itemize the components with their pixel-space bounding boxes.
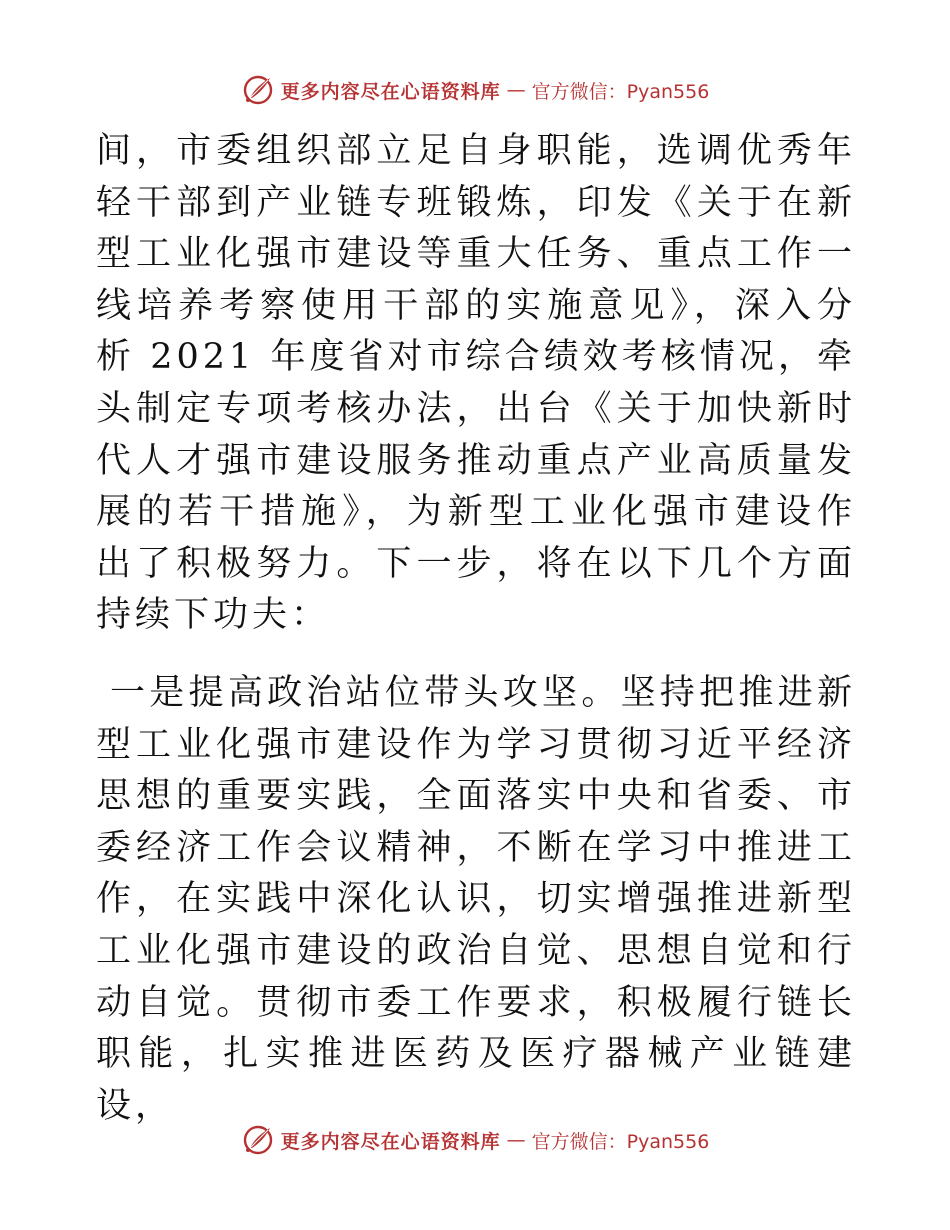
document-body [96,126,856,1132]
footer-brand-text: 更多内容尽在心语资料库 [280,1130,501,1153]
feather-logo-icon [241,1123,275,1157]
body-paragraph-1: 间，市委组织部立足自身职能，选调优秀年轻干部到产业链专班锻炼，印发《关于在新型工业化强市建设等重大任务、重点工作一线培养考察使用干部的实施意见》，深入分析 2021 年度省对市综合绩效考核情况，牵头制定专项考核办法，出台《关于加快新时代人才强市建设服务推动重点产业高质量发展的若干措施》，为新型工业化强市建设作出了积极努力。下一步，将在以下几个方面持续下功夫： [96,131,856,636]
header-separator: — [506,79,526,101]
header-contact-text: 官方微信：Pyan556 [531,80,710,103]
footer-watermark [0,1120,950,1160]
header-watermark [0,70,950,110]
footer-separator: — [506,1129,526,1151]
feather-logo-icon [241,73,275,107]
body-paragraph-2: 一是提高政治站位带头攻坚。坚持把推进新型工业化强市建设作为学习贯彻习近平经济思想的重要实践，全面落实中央和省委、市委经济工作会议精神，不断在学习中推进工作，在实践中深化认识，切实增强推进新型工业化强市建设的政治自觉、思想自觉和行动自觉。贯彻市委工作要求，积极履行链长职能，扎实推进医药及医疗器械产业链建设， [96,672,856,1126]
header-brand-text: 更多内容尽在心语资料库 [280,80,501,103]
footer-contact-text: 官方微信：Pyan556 [531,1130,710,1153]
